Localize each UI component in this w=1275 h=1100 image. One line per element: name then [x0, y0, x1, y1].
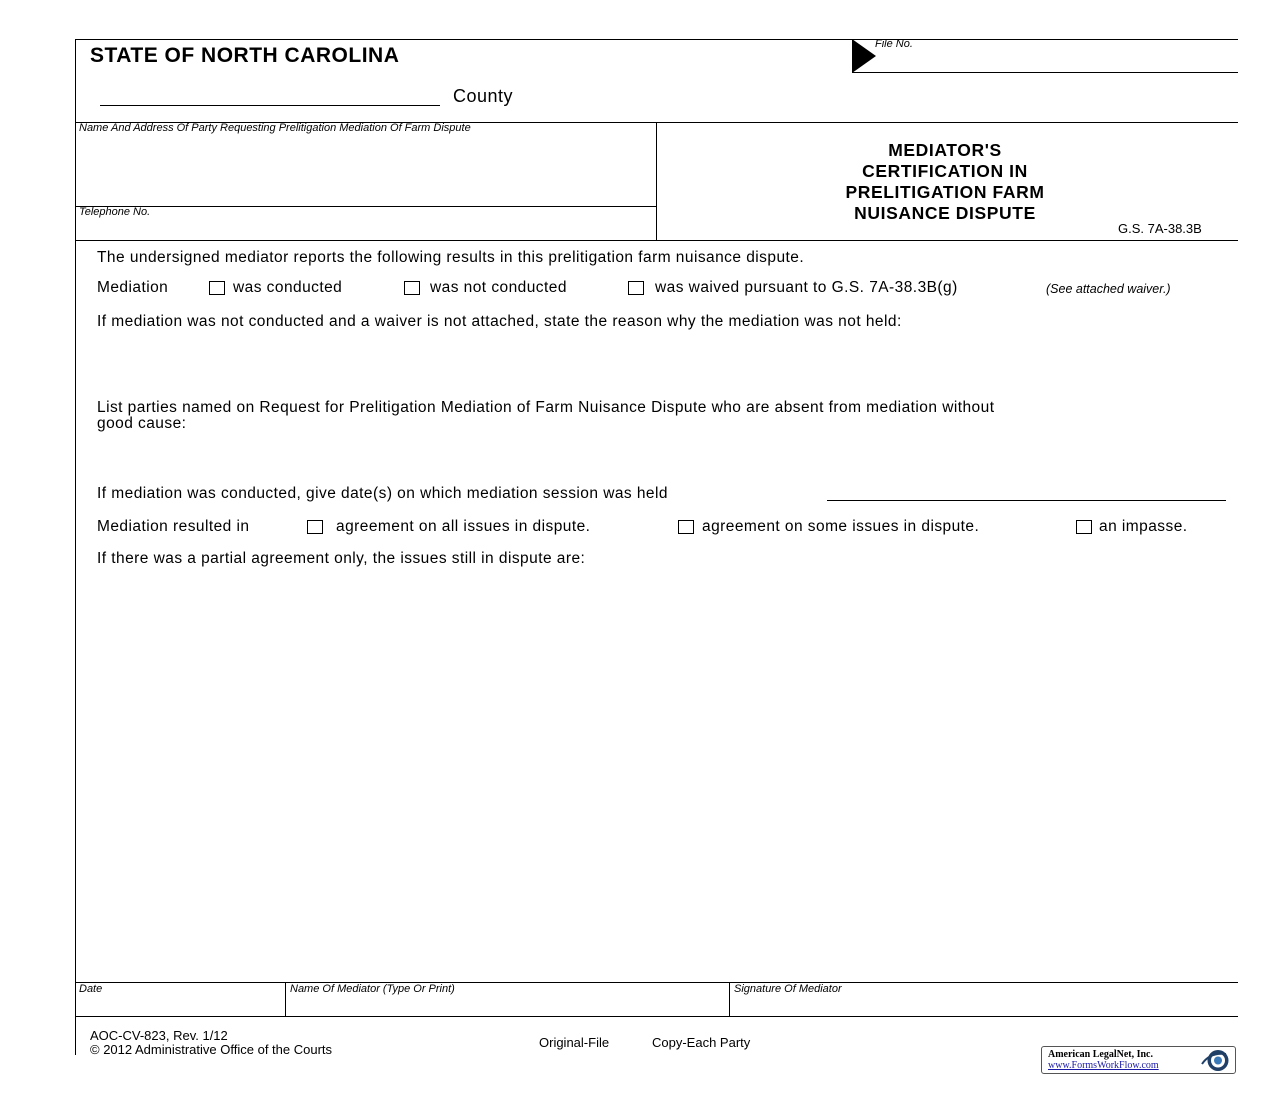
telephone-label: Telephone No.: [79, 206, 151, 218]
was-not-conducted-checkbox[interactable]: [404, 281, 420, 295]
signature-bottom-divider: [75, 1016, 1238, 1017]
mediator-signature-input[interactable]: [734, 997, 1234, 1014]
file-no-input[interactable]: [880, 52, 1235, 71]
resulted-in-label: Mediation resulted in: [97, 518, 250, 535]
top-border: [75, 39, 1238, 40]
partial-agreement-prompt: If there was a partial agreement only, the issues still in dispute are:: [97, 550, 586, 567]
publisher-logo-icon: [1200, 1048, 1232, 1073]
mediator-name-label: Name Of Mediator (Type Or Print): [290, 983, 455, 995]
was-not-conducted-label: was not conducted: [430, 279, 567, 296]
state-heading: STATE OF NORTH CAROLINA: [90, 44, 400, 67]
intro-statement: The undersigned mediator reports the following results in this prelitigation farm nuisance dispute.: [97, 249, 805, 266]
session-dates-input[interactable]: [827, 500, 1226, 501]
reason-prompt: If mediation was not conducted and a waiver is not attached, state the reason why the mediation was not held:: [97, 313, 902, 330]
county-input[interactable]: [100, 105, 440, 106]
statute-reference: G.S. 7A-38.3B: [1118, 221, 1202, 236]
agreement-some-label: agreement on some issues in dispute.: [702, 518, 980, 535]
pointer-arrow-icon: [851, 38, 877, 74]
absent-parties-prompt-line-2: good cause:: [97, 415, 187, 432]
title-line-4: NUISANCE DISPUTE: [854, 203, 1036, 223]
telephone-input[interactable]: [185, 208, 650, 236]
waiver-note: (See attached waiver.): [1046, 282, 1171, 296]
form-number: AOC-CV-823, Rev. 1/12: [90, 1028, 228, 1043]
party-name-address-label: Name And Address Of Party Requesting Prelitigation Mediation Of Farm Dispute: [79, 122, 471, 134]
party-title-divider: [656, 122, 657, 240]
reason-input[interactable]: [97, 335, 1227, 393]
was-conducted-checkbox[interactable]: [209, 281, 225, 295]
session-dates-prompt: If mediation was conducted, give date(s) on which mediation session was held: [97, 485, 668, 502]
body-top-divider: [75, 240, 1238, 241]
party-name-address-input[interactable]: [79, 138, 651, 202]
file-no-underline: [852, 72, 1238, 73]
date-label: Date: [79, 983, 103, 995]
date-name-divider: [285, 982, 286, 1016]
form-title: [760, 140, 1130, 224]
was-waived-label: was waived pursuant to G.S. 7A-38.3B(g): [655, 279, 958, 296]
title-line-3: PRELITIGATION FARM: [845, 182, 1045, 202]
signature-top-divider: [75, 982, 1238, 983]
name-signature-divider: [729, 982, 730, 1016]
was-conducted-label: was conducted: [233, 279, 343, 296]
absent-parties-prompt-line-1: List parties named on Request for Prelitigation Mediation of Farm Nuisance Dispute who are absent from mediation without: [97, 399, 995, 416]
agreement-some-checkbox[interactable]: [678, 520, 694, 534]
mediator-signature-label: Signature Of Mediator: [734, 983, 842, 995]
telephone-divider: [75, 206, 656, 207]
file-no-label: File No.: [875, 38, 913, 50]
impasse-label: an impasse.: [1099, 518, 1188, 535]
copyright-notice: © 2012 Administrative Office of the Courts: [90, 1042, 333, 1057]
distribution-copy: Copy-Each Party: [652, 1035, 751, 1050]
publisher-badge[interactable]: [1041, 1046, 1236, 1074]
title-line-2: CERTIFICATION IN: [862, 161, 1028, 181]
absent-parties-input[interactable]: [97, 437, 1227, 479]
issues-in-dispute-input[interactable]: [97, 573, 1227, 973]
left-border: [75, 39, 76, 1055]
title-line-1: MEDIATOR'S: [888, 140, 1002, 160]
impasse-checkbox[interactable]: [1076, 520, 1092, 534]
agreement-all-checkbox[interactable]: [307, 520, 323, 534]
county-label: County: [453, 86, 514, 106]
agreement-all-label: agreement on all issues in dispute.: [336, 518, 591, 535]
publisher-name: American LegalNet, Inc.: [1048, 1049, 1153, 1060]
distribution-original: Original-File: [539, 1035, 610, 1050]
was-waived-checkbox[interactable]: [628, 281, 644, 295]
mediator-name-input[interactable]: [290, 997, 725, 1014]
publisher-url[interactable]: www.FormsWorkFlow.com: [1048, 1060, 1159, 1071]
date-input[interactable]: [79, 997, 281, 1014]
mediation-label: Mediation: [97, 279, 169, 296]
